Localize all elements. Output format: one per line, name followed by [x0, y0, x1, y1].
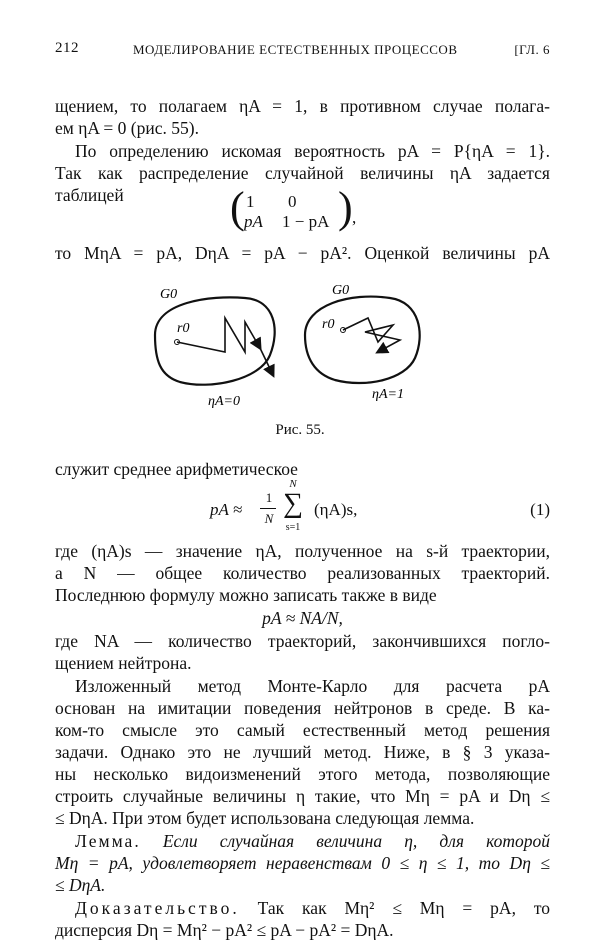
formula-1 — [210, 480, 550, 540]
fraction-denominator: N — [264, 511, 274, 526]
figure-55 — [150, 280, 430, 410]
outcome-label: ηA=0 — [208, 394, 240, 409]
text-line: ≤ DηA. При этом будет использована следующая лемма. — [55, 808, 475, 828]
domain-boundary — [305, 297, 420, 383]
formula-2: pA ≈ NA/N, — [262, 608, 343, 628]
proof-heading: Доказательство. — [75, 898, 240, 918]
text-line: Так как распределение случайной величины ηA задается — [55, 163, 550, 183]
matrix-cell: 1 − pA — [282, 212, 330, 231]
fraction-numerator: 1 — [265, 490, 273, 505]
point-label: r0 — [322, 317, 335, 332]
right-domain — [305, 297, 420, 383]
text-line: служит среднее арифметическое — [55, 459, 298, 479]
matrix-cell: pA — [244, 212, 263, 231]
equation-number: (1) — [530, 500, 550, 519]
lemma-text: ≤ DηA. — [55, 875, 106, 895]
chapter-label: [ГЛ. 6 — [514, 42, 550, 57]
text-line: а N — общее количество реализованных траекторий. — [55, 563, 550, 583]
point-label: r0 — [177, 321, 190, 336]
sum-term: (ηA)s, — [314, 500, 358, 519]
figure-caption: Рис. 55. — [275, 422, 325, 438]
text-line: основан на имитации поведения нейтронов в среде. В ка- — [55, 698, 550, 718]
text-line: ком-то смысле это самый естественный метод решения — [55, 720, 550, 740]
proof-text: дисперсия Dη = Mη² − pA² ≤ pA − pA² = DηA. — [55, 920, 394, 940]
trajectory-path — [343, 318, 400, 352]
text-line: строить случайные величины η такие, что Mη = pA и Dη ≤ — [55, 786, 550, 806]
running-title: МОДЕЛИРОВАНИЕ ЕСТЕСТВЕННЫХ ПРОЦЕССОВ — [133, 42, 458, 57]
matrix-cell: 0 — [288, 192, 297, 211]
outcome-label: ηA=1 — [372, 387, 404, 402]
right-paren: ) — [338, 183, 353, 232]
matrix-trailing-comma: , — [352, 208, 357, 227]
text-line: то MηA = pA, DηA = pA − pA². Оценкой величины pA — [55, 243, 550, 263]
text-line: где (ηA)s — значение ηA, полученное на s-й траектории, — [55, 541, 550, 561]
proof-text: Так как Mη² ≤ Mη = pA, то — [257, 898, 551, 918]
left-domain — [155, 297, 275, 384]
domain-label: G0 — [160, 287, 178, 302]
sum-lower-limit: s=1 — [285, 522, 301, 533]
text-line: щением нейтрона. — [55, 653, 192, 673]
sum-sign: ∑ — [283, 488, 303, 519]
lemma-text: Если случайная величина η, для которой — [162, 831, 551, 851]
lemma-line — [75, 830, 550, 852]
fraction-bar — [260, 508, 276, 509]
lemma-heading: Лемма. — [75, 831, 141, 851]
text-line: задачи. Однако это не лучший метод. Ниже, в § 3 указа- — [55, 742, 550, 762]
trajectory-diagram — [150, 280, 430, 410]
page-number: 212 — [55, 40, 79, 56]
running-header — [55, 40, 550, 60]
formula-lhs: pA ≈ — [210, 500, 243, 519]
sum-upper-limit: N — [289, 478, 297, 490]
text-line: Изложенный метод Монте-Карло для расчета pA — [75, 676, 550, 696]
matrix-cell: 1 — [246, 192, 255, 211]
text-line: щением, то полагаем ηA = 1, в противном случае полага- — [55, 96, 550, 116]
proof-line — [75, 897, 550, 919]
text-line: ем ηA = 0 (рис. 55). — [55, 118, 199, 138]
text-line: таблицей — [55, 185, 124, 205]
text-line: По определению искомая вероятность pA = P{ηA = 1}. — [75, 141, 550, 161]
left-paren: ( — [230, 183, 245, 232]
distribution-matrix — [230, 183, 360, 232]
text-line: ны несколько видоизменений этого метода, позволяющие — [55, 764, 550, 784]
domain-label: G0 — [332, 283, 350, 298]
lemma-text: Mη = pA, удовлетворяет неравенствам 0 ≤ η ≤ 1, то Dη ≤ — [55, 853, 550, 873]
text-line: Последнюю формулу можно записать также в виде — [55, 585, 437, 605]
text-line: где NA — количество траекторий, закончившихся погло- — [55, 631, 550, 651]
